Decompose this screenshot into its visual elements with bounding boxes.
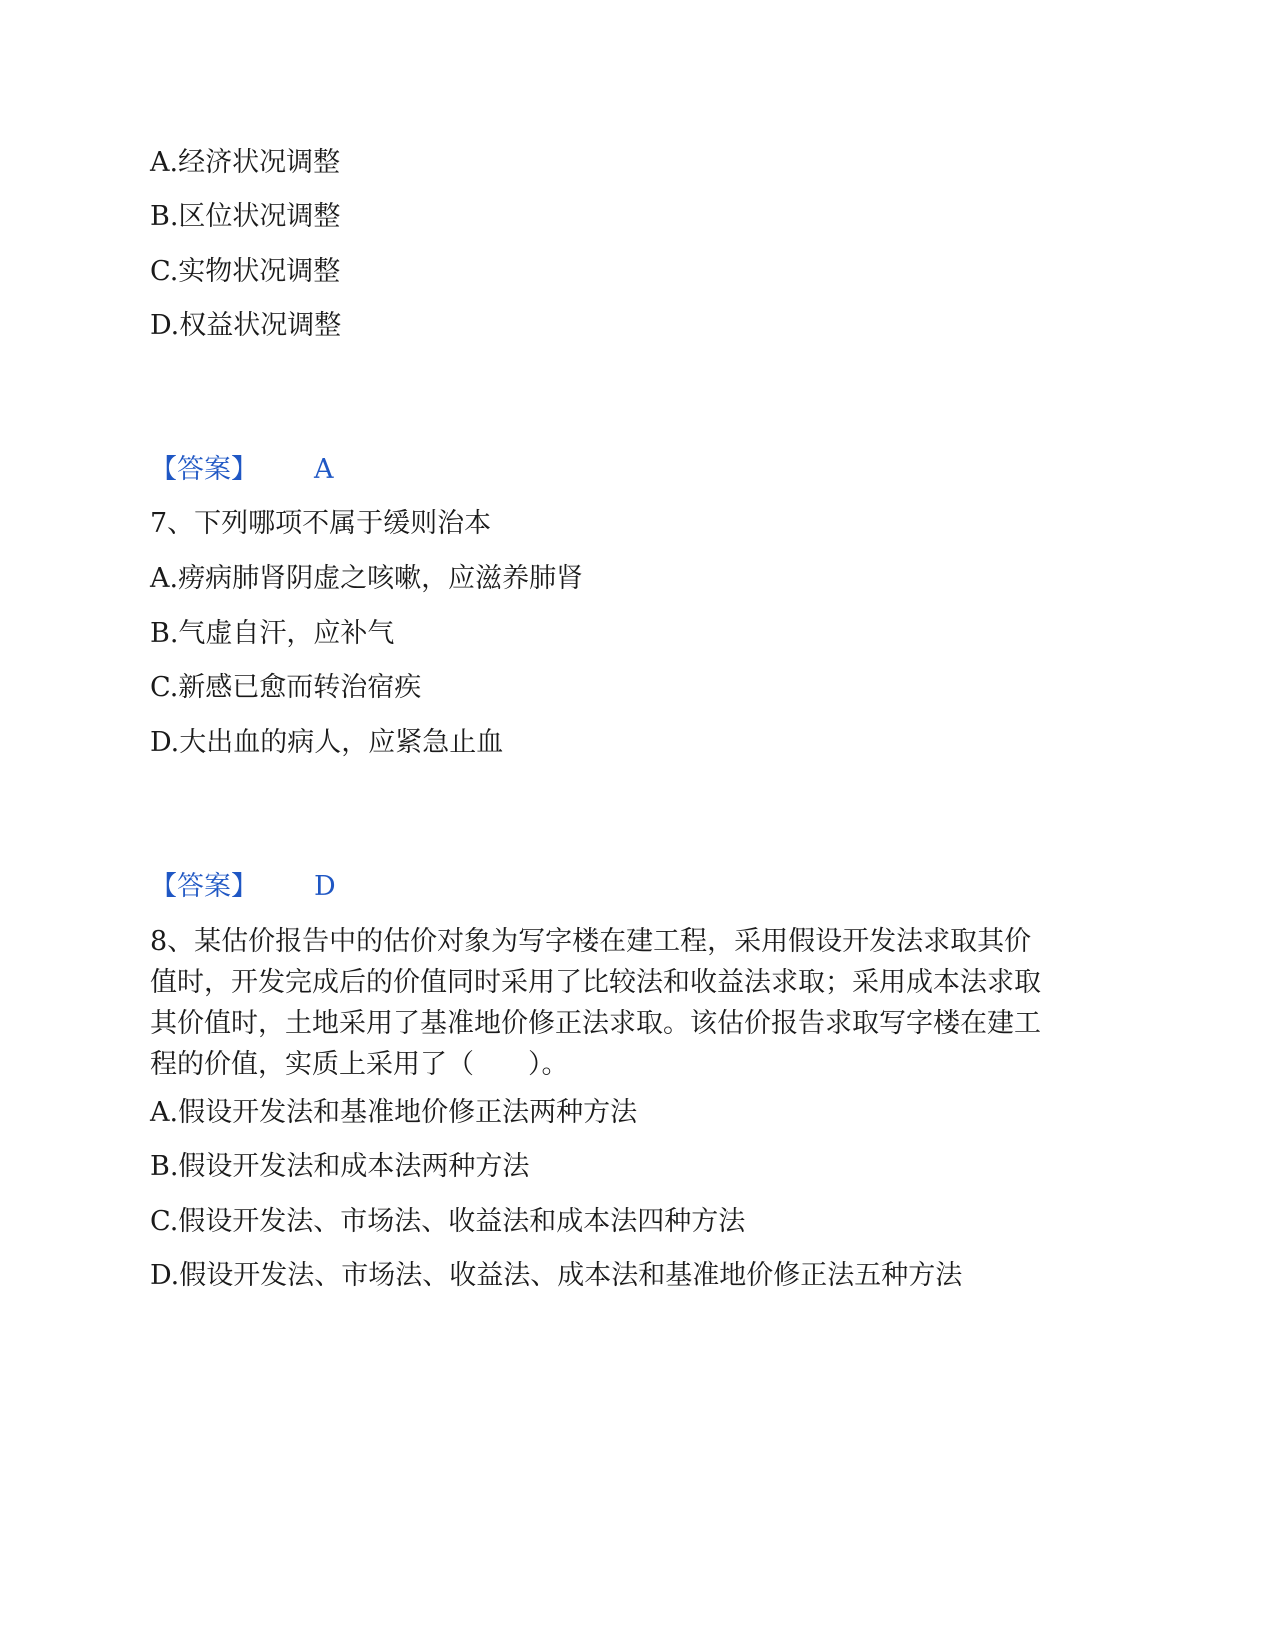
answer-value: A bbox=[314, 454, 334, 485]
q6-option-b: B.区位状况调整 bbox=[150, 201, 341, 232]
q8-option-a: A.假设开发法和基准地价修正法两种方法 bbox=[150, 1097, 638, 1128]
q6-option-a: A.经济状况调整 bbox=[150, 147, 341, 178]
q8-option-c: C.假设开发法、市场法、收益法和成本法四种方法 bbox=[150, 1206, 746, 1237]
answer-label: 【答案】 bbox=[150, 871, 258, 902]
q8-option-b: B.假设开发法和成本法两种方法 bbox=[150, 1151, 530, 1182]
q8-question-line: 8、某估价报告中的估价对象为写字楼在建工程，采用假设开发法求取其价 bbox=[150, 926, 1032, 957]
q8-question bbox=[150, 921, 1110, 1085]
q7-question: 7、下列哪项不属于缓则治本 bbox=[150, 508, 492, 539]
q8-option-d: D.假设开发法、市场法、收益法、成本法和基准地价修正法五种方法 bbox=[150, 1260, 963, 1291]
q8-question-line: 其价值时，土地采用了基准地价修正法求取。该估价报告求取写字楼在建工 bbox=[150, 1008, 1041, 1039]
q7-option-c: C.新感已愈而转治宿疾 bbox=[150, 672, 422, 703]
q7-option-b: B.气虚自汗，应补气 bbox=[150, 618, 395, 649]
q8-question-line: 程的价值，实质上采用了（ ）。 bbox=[150, 1049, 569, 1080]
q7-option-a: A.痨病肺肾阴虚之咳嗽，应滋养肺肾 bbox=[150, 563, 584, 594]
answer-value: D bbox=[314, 871, 336, 902]
q7-option-d: D.大出血的病人，应紧急止血 bbox=[150, 727, 504, 758]
answer-label: 【答案】 bbox=[150, 454, 258, 485]
q6-option-c: C.实物状况调整 bbox=[150, 256, 341, 287]
q8-question-line: 值时，开发完成后的价值同时采用了比较法和收益法求取；采用成本法求取 bbox=[150, 967, 1041, 998]
q6-option-d: D.权益状况调整 bbox=[150, 310, 342, 341]
q6-answer bbox=[150, 452, 334, 488]
q7-answer bbox=[150, 869, 336, 905]
